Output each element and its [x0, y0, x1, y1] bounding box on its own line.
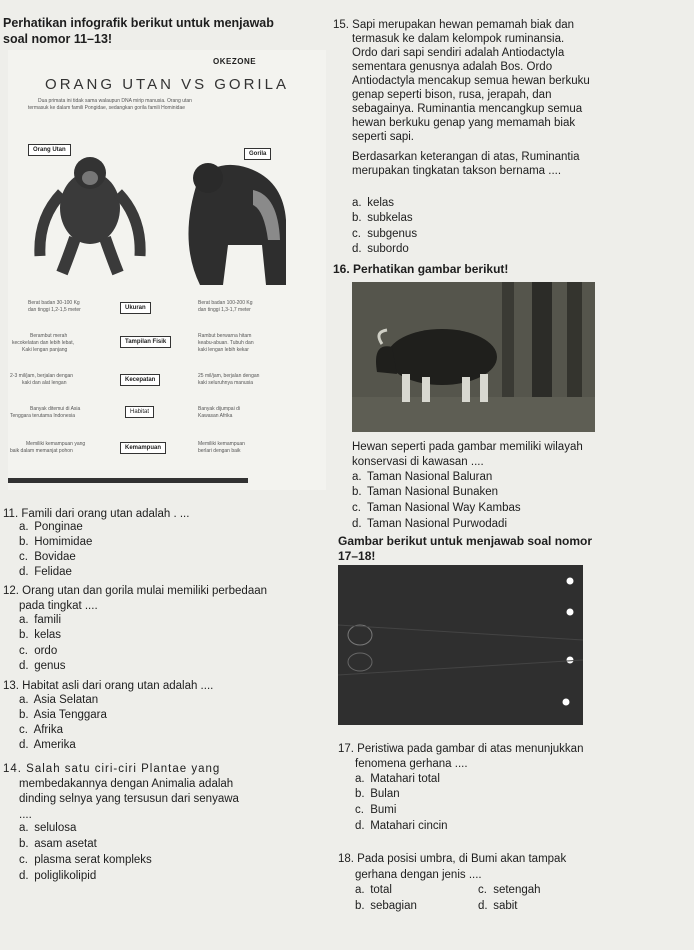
option-13c[interactable]: c. Afrika	[19, 724, 63, 736]
option-11d[interactable]: d. Felidae	[19, 566, 72, 578]
question-15-line: 15. Sapi merupakan hewan pemamah biak dan	[333, 19, 575, 31]
question-15-line: merupakan tingkatan takson bernama ....	[352, 165, 562, 177]
question-15-line: seperti sapi.	[352, 131, 415, 143]
gorilla-label: Gorila	[244, 148, 271, 160]
comparison-category: Kemampuan	[120, 442, 166, 454]
question-15-line: Antiodactyla mencakup semua hewan berkuku	[352, 75, 590, 87]
comparison-category: Tampilan Fisik	[120, 336, 171, 348]
option-16a[interactable]: a. Taman Nasional Baluran	[352, 471, 493, 483]
infographic-subtitle: Dua primata ini tidak sama walaupun DNA mirip manusia. Orang utan	[38, 98, 192, 104]
comparison-left-text: kaki dan alat lengan	[22, 380, 67, 386]
option-11a[interactable]: a. Ponginae	[19, 521, 83, 533]
option-16b[interactable]: b. Taman Nasional Bunaken	[352, 486, 499, 498]
option-13a[interactable]: a. Asia Selatan	[19, 694, 99, 706]
comparison-right-text: kaki lengan lebih kekar	[198, 347, 249, 353]
footer-bar	[8, 478, 248, 483]
comparison-left-text: Kaki lengan panjang	[22, 347, 68, 353]
question-17: 17. Peristiwa pada gambar di atas menunjukkan	[338, 743, 584, 755]
option-11c[interactable]: c. Bovidae	[19, 551, 76, 563]
instruction-line1: Perhatikan infografik berikut untuk menjawab	[3, 16, 274, 30]
option-15a[interactable]: a. kelas	[352, 197, 395, 209]
brand-logo: OKEZONE	[213, 57, 257, 66]
question-17-cont: fenomena gerhana ....	[355, 758, 468, 770]
orangutan-label: Orang Utan	[28, 144, 71, 156]
comparison-category: Ukuran	[120, 302, 151, 314]
section-heading-cont: 17–18!	[338, 549, 376, 563]
infographic-title: ORANG UTAN VS GORILA	[45, 76, 289, 93]
option-13b[interactable]: b. Asia Tenggara	[19, 709, 107, 721]
option-15d[interactable]: d. subordo	[352, 243, 409, 255]
option-13d[interactable]: d. Amerika	[19, 739, 76, 751]
banteng-photo	[352, 282, 595, 432]
comparison-right-text: dan tinggi 1,3-1,7 meter	[198, 307, 251, 313]
comparison-right-text: Berat badan 100-200 Kg	[198, 300, 253, 306]
question-15-line: Berdasarkan keterangan di atas, Ruminantia	[352, 151, 580, 163]
question-15	[333, 18, 590, 178]
comparison-left-text: 2-3 mil/jam, berjalan dengan	[10, 373, 74, 379]
question-16-cont: Hewan seperti pada gambar memiliki wilayah	[352, 441, 583, 453]
option-11b[interactable]: b. Homimidae	[19, 536, 93, 548]
question-14-cont: ....	[19, 809, 32, 821]
question-12-cont: pada tingkat ....	[19, 600, 98, 612]
question-15-line: hewan berkuku genap yang memamah biak	[352, 117, 576, 129]
eclipse-illustration	[338, 565, 583, 725]
comparison-left-text: baik dalam memanjat pohon	[10, 448, 73, 454]
section-heading: Gambar berikut untuk menjawab soal nomor	[338, 534, 593, 548]
question-18: 18. Pada posisi umbra, di Bumi akan tampak	[338, 853, 567, 865]
option-14b[interactable]: b. asam asetat	[19, 838, 97, 850]
option-18d[interactable]: d. sabit	[478, 900, 518, 912]
option-15c[interactable]: c. subgenus	[352, 228, 418, 240]
option-18a[interactable]: a. total	[355, 884, 392, 896]
option-12b[interactable]: b. kelas	[19, 629, 62, 641]
question-14: 14. Salah satu ciri-ciri Plantae yang	[3, 763, 221, 775]
question-15-line: sementara genusnya adalah Bos. Ordo	[352, 61, 553, 73]
question-15-line: genap seperti bison, rusa, jerapah, dan	[352, 89, 552, 101]
infographic	[8, 50, 326, 490]
question-11: 11. Famili dari orang utan adalah . ...	[3, 508, 190, 520]
option-14d[interactable]: d. poliglikolipid	[19, 870, 97, 882]
option-12d[interactable]: d. genus	[19, 660, 66, 672]
option-18b[interactable]: b. sebagian	[355, 900, 417, 912]
option-14c[interactable]: c. plasma serat kompleks	[19, 854, 152, 866]
comparison-left-text: dan tinggi 1,2-1,5 meter	[28, 307, 81, 313]
question-15-line: termasuk ke dalam kelompok ruminansia.	[352, 33, 565, 45]
option-17b[interactable]: b. Bulan	[355, 788, 400, 800]
comparison-right-text: Memiliki kemampuan	[198, 441, 245, 447]
comparison-left-text: Memiliki kemampuan yang	[26, 441, 86, 447]
comparison-right-text: berlari dengan baik	[198, 448, 241, 454]
instruction-line2: soal nomor 11–13!	[3, 32, 113, 46]
option-17a[interactable]: a. Matahari total	[355, 773, 440, 785]
comparison-category: Habitat	[125, 406, 154, 418]
option-17c[interactable]: c. Bumi	[355, 804, 397, 816]
option-16d[interactable]: d. Taman Nasional Purwodadi	[352, 518, 507, 530]
option-18c[interactable]: c. setengah	[478, 884, 541, 896]
comparison-right-text: Rambut berwarna hitam	[198, 333, 252, 339]
question-15-line: sebagainya. Ruminantia mencangkup semua	[352, 103, 583, 115]
question-16: 16. Perhatikan gambar berikut!	[333, 262, 509, 276]
option-17d[interactable]: d. Matahari cincin	[355, 820, 448, 832]
comparison-left-text: Tenggara terutama Indonesia	[10, 413, 76, 419]
comparison-left-text: Berat badan 30-100 Kg	[28, 300, 80, 306]
question-13: 13. Habitat asli dari orang utan adalah ....	[3, 680, 214, 692]
banteng-illustration	[352, 282, 595, 432]
option-15b[interactable]: b. subkelas	[352, 212, 413, 224]
gorilla-illustration	[168, 150, 308, 285]
option-16c[interactable]: c. Taman Nasional Way Kambas	[352, 502, 521, 514]
question-15-line: Ordo dari sapi sendiri adalah Antiodactyla	[352, 47, 565, 59]
eclipse-diagram	[338, 565, 583, 725]
option-12a[interactable]: a. famili	[19, 614, 62, 626]
comparison-right-text: Kawasan Afrika	[198, 413, 233, 419]
question-14-cont: membedakannya dengan Animalia adalah	[19, 778, 234, 790]
comparison-right-text: keabu-abuan. Tubuh dan	[198, 340, 254, 346]
comparison-right-text: kaki seluruhnya manusia	[198, 380, 254, 386]
question-16-cont: konservasi di kawasan ....	[352, 456, 484, 468]
comparison-left-text: Banyak ditemui di Asia	[30, 406, 81, 412]
infographic-subtitle: termasuk ke dalam famili Pongidae, sedangkan gorila famili Hominidae	[28, 105, 186, 111]
option-12c[interactable]: c. ordo	[19, 645, 58, 657]
comparison-right-text: Banyak dijumpai di	[198, 406, 240, 412]
question-12: 12. Orang utan dan gorila mulai memiliki perbedaan	[3, 585, 268, 597]
comparison-category: Kecepatan	[120, 374, 160, 386]
question-18-cont: gerhana dengan jenis ....	[355, 869, 482, 881]
comparison-left-text: kecokelatan dan lebih lebat,	[12, 340, 74, 346]
orangutan-illustration	[30, 138, 150, 278]
comparison-left-text: Berambut merah	[30, 333, 68, 339]
question-14-cont: dinding selnya yang tersusun dari senyawa	[19, 793, 239, 805]
option-14a[interactable]: a. selulosa	[19, 822, 77, 834]
comparison-right-text: 25 mil/jam, berjalan dengan	[198, 373, 260, 379]
